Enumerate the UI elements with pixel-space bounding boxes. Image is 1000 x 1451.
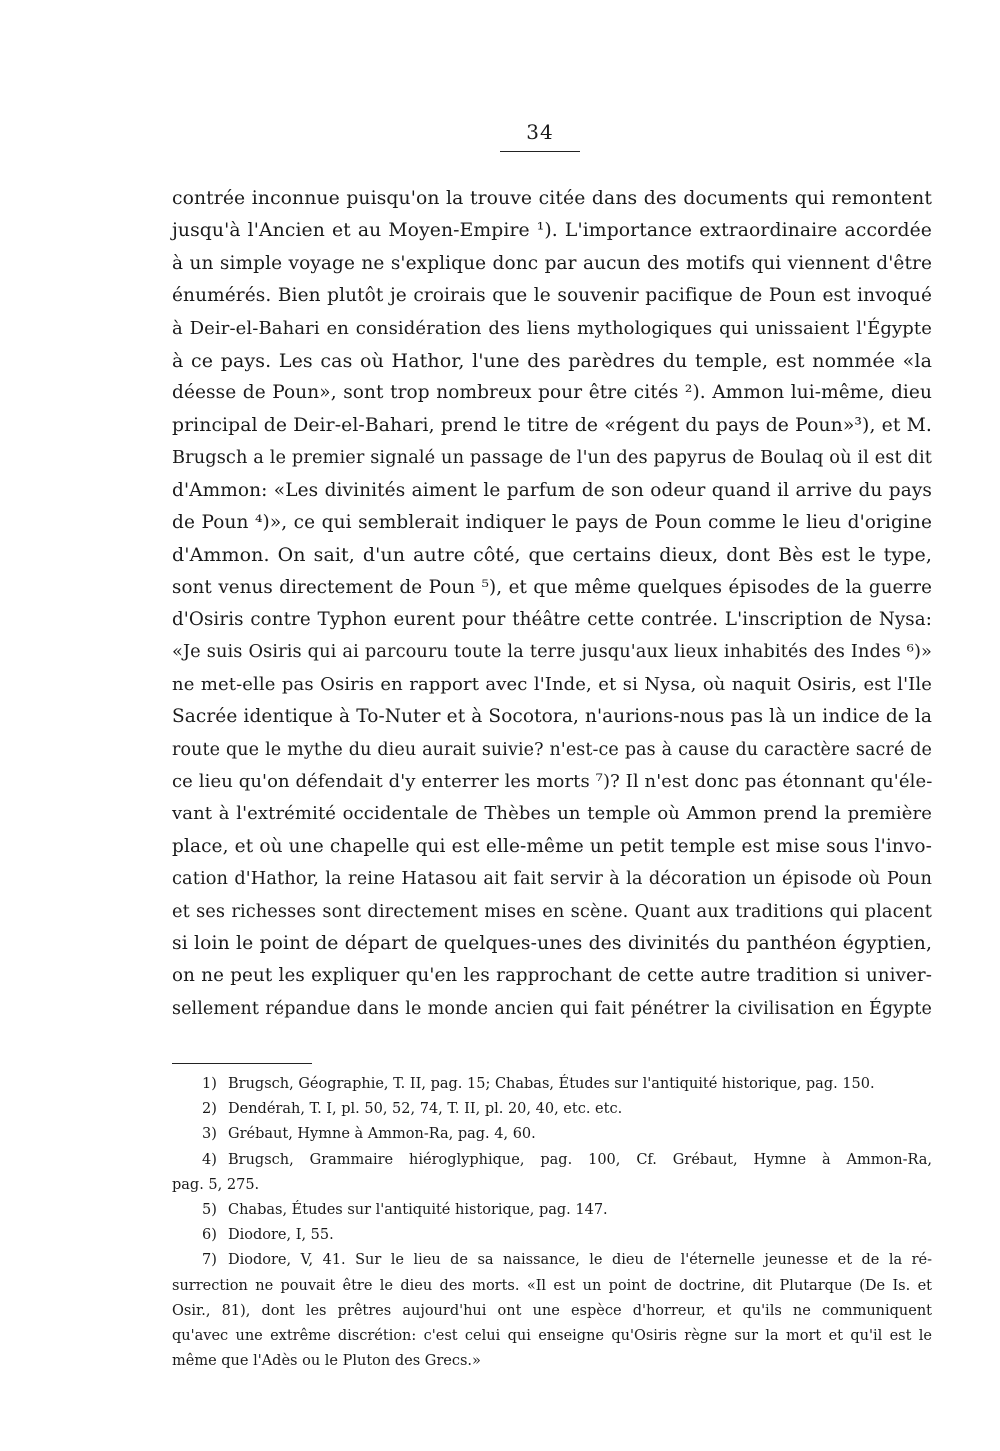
text-line: ce lieu qu'on défendait d'y enterrer les morts ⁷)? Il n'est donc pas étonnant qu'éle- [172,771,933,793]
text-line: déesse de Poun», sont trop nombreux pour être cités ²). Ammon lui-même, dieu [172,382,932,404]
text-line: énumérés. Bien plutôt je croirais que le souvenir pacifique de Poun est invoqué [172,285,932,307]
text-line: à ce pays. Les cas où Hathor, l'une des parèdres du temple, est nommée «la [172,349,932,372]
text-line: contrée inconnue puisqu'on la trouve citée dans des documents qui remontent [172,188,932,209]
text-line: principal de Deir-el-Bahari, prend le titre de «régent du pays de Poun»³), et M. [172,414,932,436]
footnote [172,1097,932,1122]
text-line: «Je suis Osiris qui ai parcouru toute la terre jusqu'aux lieux inhabités des Indes ⁶)» [172,642,932,663]
footnote-number: 2) [202,1101,217,1118]
text-line: cation d'Hathor, la reine Hatasou ait fait servir à la décoration un épisode où Poun [172,869,932,890]
text-line: d'Ammon. On sait, d'un autre côté, que certains dieux, dont Bès est le type, [172,544,932,567]
footnote-continuation [172,1324,932,1349]
text-line: place, et où une chapelle qui est elle-même un petit temple est mise sous l'invo- [172,835,932,857]
footnote [172,1148,932,1173]
footnote [172,1072,932,1097]
footnote-continuation [172,1173,932,1198]
body-text [172,183,932,1025]
text-line: Brugsch a le premier signalé un passage de l'un des papyrus de Boulaq où il est dit [172,448,932,469]
footnote-number: 6) [202,1227,217,1244]
text-line: et ses richesses sont directement mises en scène. Quant aux traditions qui placent [172,901,932,922]
footnote-text: Diodore, V, 41. Sur le lieu de sa naissance, le dieu de l'éternelle jeunesse et de la ré- [228,1252,932,1269]
footnote-number: 5) [202,1201,217,1218]
footnote [172,1122,932,1147]
page-number-rule [500,151,580,152]
footnote [172,1248,932,1273]
text-line: route que le mythe du dieu aurait suivie? n'est-ce pas à cause du caractère sacré de [172,739,932,760]
footnote-number: 7) [202,1252,217,1269]
text-line: Sacrée identique à To-Nuter et à Socotora, n'aurions-nous pas là un indice de la [172,706,932,728]
footnote-number: 3) [202,1126,217,1143]
footnote-text: pag. 5, 275. [172,1176,260,1193]
text-line: si loin le point de départ de quelques-unes des divinités du panthéon égyptien, [172,932,932,954]
page-number: 34 [526,120,554,144]
footnote [172,1198,932,1223]
footnote-text: qu'avec une extrême discrétion: c'est celui qui enseigne qu'Osiris règne sur la mort et qu'il est le [172,1327,932,1344]
footnote-text: Brugsch, Géographie, T. II, pag. 15; Chabas, Études sur l'antiquité historique, pag. 150. [228,1076,875,1092]
footnote-text: Chabas, Études sur l'antiquité historique, pag. 147. [228,1201,608,1218]
footnote-text: même que l'Adès ou le Pluton des Grecs.» [172,1353,481,1370]
footnote-continuation [172,1299,932,1324]
text-line: on ne peut les expliquer qu'en les rapprochant de cette autre tradition si univer- [172,965,932,987]
footnote-number: 1) [202,1076,217,1092]
footnote-text: Grébaut, Hymne à Ammon-Ra, pag. 4, 60. [228,1126,536,1143]
footnote-continuation [172,1274,932,1299]
text-line: jusqu'à l'Ancien et au Moyen-Empire ¹). L'importance extraordinaire accordée [172,220,932,242]
footnote-text: Dendérah, T. I, pl. 50, 52, 74, T. II, pl. 20, 40, etc. etc. [228,1101,623,1118]
footnotes [172,1072,932,1374]
footnote-text: surrection ne pouvait être le dieu des morts. «Il est un point de doctrine, dit Plutarque (De Is. et [172,1277,932,1294]
text-line: à Deir-el-Bahari en considération des liens mythologiques qui unissaient l'Égypte [172,317,932,339]
footnote-continuation [172,1349,932,1374]
text-line: vant à l'extrémité occidentale de Thèbes un temple où Ammon prend la première [172,803,932,825]
text-line: à un simple voyage ne s'explique donc par aucun des motifs qui viennent d'être [172,252,932,274]
footnote-text: Brugsch, Grammaire hiéroglyphique, pag. 100, Cf. Grébaut, Hymne à Ammon-Ra, [228,1151,932,1168]
text-line: ne met-elle pas Osiris en rapport avec l'Inde, et si Nysa, où naquit Osiris, est l'Ile [172,673,932,695]
text-line: d'Ammon: «Les divinités aiment le parfum de son odeur quand il arrive du pays [172,479,932,501]
text-line: d'Osiris contre Typhon eurent pour théâtre cette contrée. L'inscription de Nysa: [172,609,932,631]
footnote-rule [172,1063,312,1064]
footnote [172,1223,932,1248]
footnote-number: 4) [202,1151,217,1168]
footnote-text: Diodore, I, 55. [228,1227,334,1244]
text-line: de Poun ⁴)», ce qui semblerait indiquer le pays de Poun comme le lieu d'origine [172,511,932,533]
footnote-text: Osir., 81), dont les prêtres aujourd'hui ont une espèce d'horreur, et qu'ils ne communiquent [172,1302,932,1319]
text-line: sellement répandue dans le monde ancien qui fait pénétrer la civilisation en Égypte [172,998,932,1019]
text-line: sont venus directement de Poun ⁵), et que même quelques épisodes de la guerre [172,576,932,598]
